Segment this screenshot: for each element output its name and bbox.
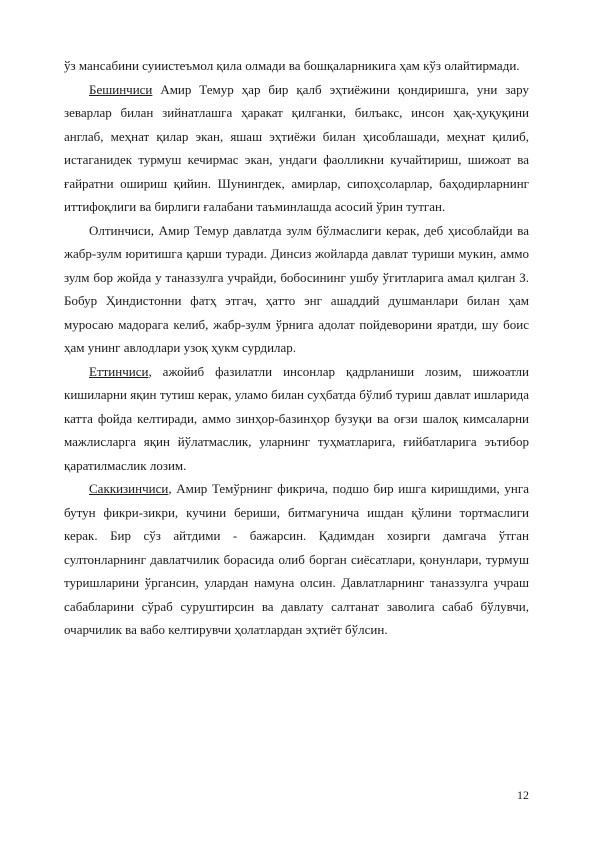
paragraph-2	[64, 78, 529, 219]
paragraph-1-text: ўз мансабини суиистеъмол қила олмади ва бошқаларникига ҳам кўз олайтирмади.	[64, 58, 520, 73]
paragraph-1	[64, 54, 529, 78]
paragraph-5-lead: Саккизинчиси	[89, 481, 169, 496]
paragraph-2-text: Амир Темур ҳар бир қалб эҳтиёжини қондиришга, уни зару зеварлар билан зийнатлашга ҳаракат қилганки, билъакс, инсон ҳақ-ҳуқуқини англаб, меҳнат қилар экан, яшаш эҳтиёжи билан ҳисоблашади, меҳнат қилиб, истаганидек турмуш кечирмас экан, ундаги фаолликни кучайтириш, шижоат ва ғайратни ошириш қийин. Шунингдек, амирлар, сипоҳсоларлар, баҳодирларнинг иттифоқлиги ва бирлиги ғалабани таъминлашда асосий ўрин тутган.	[64, 81, 529, 214]
paragraph-3	[64, 219, 529, 360]
page-number: 12	[517, 788, 529, 802]
paragraph-4	[64, 360, 529, 478]
paragraph-5	[64, 477, 529, 642]
paragraph-5-text: , Амир Темўрнинг фикрича, подшо бир ишга киришдими, унга бутун фикри-зикри, кучини бериши, битмагунича ишдан қўлини тортмаслиги керак. Бир сўз айтдими - бажарсин. Қадимдан хозирги дамгача ўтган султонларнинг давлатчилик борасида олиб борган сиёсатлари, қонунлари, турмуш туришларини ўргансин, улардан намуна олсин. Давлатларнинг таназзулга учраш сабабларини сўраб суруштирсин ва давлату салтанат заволига сабаб бўлувчи, очарчилик ва вабо келтирувчи ҳолатлардан эҳтиёт бўлсин.	[64, 481, 529, 637]
paragraph-4-text: , ажойиб фазилатли инсонлар қадрланиши лозим, шижоатли кишиларни яқин тутиш керак, уламо билан суҳбатда бўлиб туриш давлат ишларида катта фойда келтиради, аммо зинҳор-базинҳор бузуқи ва оғзи шалоқ кимсаларни мажлисларга яқин йўлатмаслик, уларнинг туҳматларига, ғийбатларига эътибор қаратилмаслик лозим.	[64, 363, 529, 473]
paragraph-4-lead: Еттинчиси	[89, 363, 149, 379]
document-page	[64, 54, 529, 642]
paragraph-2-lead: Бешинчиси	[89, 81, 153, 97]
paragraph-3-text: Олтинчиси, Амир Темур давлатда зулм бўлмаслиги керак, деб ҳисоблайди ва жабр-зулм юритишга қарши туради. Динсиз жойларда давлат туриши мукин, аммо зулм бор жойда у таназзулга учрайди, бобосининг ушбу ўгитларига амал қилган З. Бобур Ҳиндистонни фатҳ этгач, ҳатто энг ашаддий душманлари билан ҳам муросаю мадорага келиб, жабр-зулм ўрнига адолат пойдеворини яратди, шу боис ҳам унинг авлодлари узоқ ҳукм сурдилар.	[64, 222, 529, 355]
